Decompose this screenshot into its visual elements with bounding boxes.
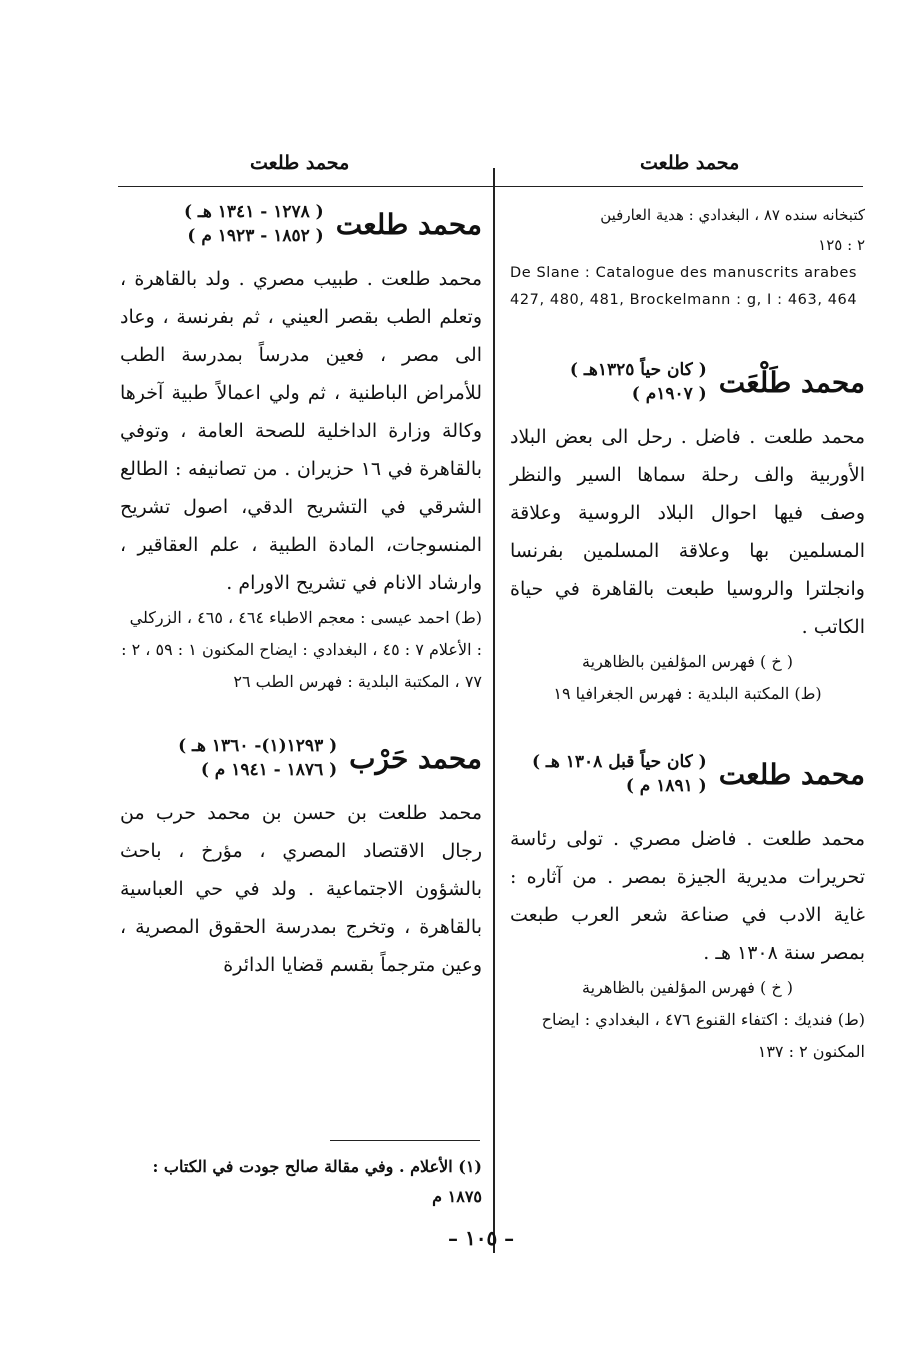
entry-heading	[510, 750, 865, 798]
date-gregorian: ( ١٩٠٧م )	[631, 384, 707, 404]
entry-name: محمد طَلْعَت	[718, 365, 865, 399]
entry-name: محمد حَرْب	[349, 741, 482, 775]
column-divider	[493, 168, 495, 1253]
entry-body: محمد طلعت بن حسن بن محمد حرب من رجال الاقتصاد المصري ، مؤرخ ، باحث بالشؤون الاجتماعية . ولد في حي العباسية بالقاهرة ، وتخرج بمدرسة الحقوق المصرية ، وعين مترجماً بقسم قضايا الدائرة	[120, 802, 482, 976]
date-gregorian: ( ١٨٩١ م )	[625, 776, 707, 796]
date-gregorian: ( ١٨٧٦ - ١٩٤١ م )	[200, 760, 338, 780]
entry-body: محمد طلعت . طبيب مصري . ولد بالقاهرة ، وتعلم الطب بقصر العيني ، ثم بفرنسة ، وعاد الى مصر ، فعين مدرساً بمدرسة الطب للأمراض الباطنية ، ثم ولي اعمالاً طبية آخرها وكالة وزارة الداخلية للصحة العامة ، وتوفي بالقاهرة في ١٦ حزيران . من تصانيفه : الطالع الشرقي في التشريح الدقي، اصول تشريح المنسوجات، المادة الطبية ، علم العقاقير ، وارشاد الانام في تشريح الاورام .	[120, 268, 482, 594]
footnote	[120, 1152, 482, 1212]
entry-reference: ( خ ) فهرس المؤلفين بالظاهرية	[582, 652, 793, 671]
entry-dates	[184, 200, 324, 248]
date-hijri: ( كان حياً ١٣٢٥هـ )	[569, 360, 707, 380]
running-head-left: محمد طلعت	[250, 152, 350, 174]
date-hijri: ( كان حياً قبل ١٣٠٨ هـ )	[531, 752, 707, 772]
entry-heading	[120, 200, 482, 248]
entry-body: محمد طلعت . فاضل مصري . تولى رئاسة تحريرات مديرية الجيزة بمصر . من آثاره : غاية الادب في صناعة شعر العرب طبعت بمصر سنة ١٣٠٨ هـ .	[510, 828, 865, 964]
entry-name: محمد طلعت	[718, 757, 865, 791]
date-hijri: ( ١٢٩٣(١)- ١٣٦٠ هـ )	[178, 736, 338, 756]
entry-name: محمد طلعت	[335, 207, 482, 241]
entry-reference: (ط) فنديك : اكتفاء القنوع ٤٧٦ ، البغدادي : ايضاح المكنون ٢ : ١٣٧	[541, 1010, 865, 1061]
continuation-line-1: كتبخانه سنده ٨٧ ، البغدادي : هدية العارفين	[600, 206, 865, 224]
date-gregorian: ( ١٨٥٢ - ١٩٢٣ م )	[187, 226, 324, 246]
date-hijri: ( ١٢٧٨ - ١٣٤١ هـ )	[183, 202, 324, 222]
entry-reference: ( خ ) فهرس المؤلفين بالظاهرية	[582, 978, 793, 997]
footnote-line-2: ١٨٧٥ م	[432, 1187, 482, 1206]
footnote-line-1: (١) الأعلام . وفي مقالة صالح جودت في الكتاب :	[152, 1157, 482, 1176]
footnote-rule	[330, 1140, 480, 1141]
entry-heading	[510, 358, 865, 406]
entry-dates	[178, 734, 337, 782]
left-column	[120, 200, 482, 984]
entry-dates	[532, 750, 707, 798]
entry-body: محمد طلعت . فاضل . رحل الى بعض البلاد الأوربية والف رحلة سماها السير والنظر وصف فيها احوال البلاد الروسية وعلاقة المسلمين بها وعلاقة المسلمين بفرنسا وانجلترا والروسيا طبعت بالقاهرة في حياة الكاتب .	[510, 426, 865, 638]
continuation-line-2: ٢ : ١٢٥	[818, 236, 865, 254]
continuation-latin: De Slane : Catalogue des manuscrits arabes 427, 480, 481, Brockelmann : g, I : 463, 464	[510, 265, 858, 308]
entry-heading	[120, 734, 482, 782]
page-number: – ١٠٥ –	[448, 1226, 515, 1250]
entry-reference: (ط) المكتبة البلدية : فهرس الجغرافيا ١٩	[553, 684, 822, 703]
entry-references: (ط) احمد عيسى : معجم الاطباء ٤٦٤ ، ٤٦٥ ، الزركلي : الأعلام ٧ : ٤٥ ، البغدادي : ايضاح المكنون ١ : ٥٩ ، ٢ : ٧٧ ، المكتبة البلدية : فهرس الطب ٢٦	[121, 608, 482, 691]
right-column	[510, 200, 865, 1068]
header-rule	[118, 186, 863, 187]
entry-dates	[570, 358, 707, 406]
running-head-right: محمد طلعت	[640, 152, 740, 174]
